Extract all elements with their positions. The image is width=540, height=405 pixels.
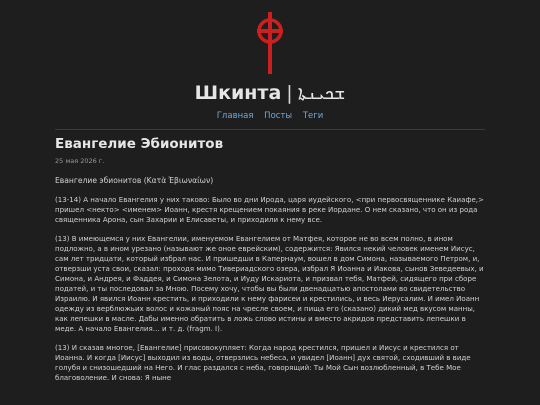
post-title: Евангелие Эбионитов [55, 136, 224, 152]
site-header [0, 0, 540, 130]
post-subtitle: Евангелие эбионитов (Κατὰ Ἐβιωναίων) [55, 175, 214, 185]
main-nav [0, 111, 540, 121]
post-content [55, 130, 485, 383]
site-title[interactable] [195, 84, 346, 103]
site-title-text: Шкинта [194, 82, 282, 104]
post-date: 25 мая 2026 г. [55, 156, 105, 165]
nav-link-posts[interactable]: Посты [264, 111, 293, 121]
nav-link-tags[interactable]: Теги [302, 111, 324, 121]
red-cross-emblem-icon[interactable] [248, 12, 292, 74]
post-paragraph: (13-14) А начало Евангелия у них таково: Было во дни Ирода, царя иудейского, <при первосвященнике Каиафе,> пришел <некто> <именем> Иоанн, крестя крещением покаяния в реке Иордане. О нем сказано, что он из рода священника Арона, сын Захарии и Елисаветы, и приходили к нему все. [55, 194, 484, 224]
nav-link-home[interactable]: Главная [216, 111, 254, 121]
post-paragraph: (13) В имеющемся у них Евангелии, именуемом Евангелием от Матфея, которое не во всем полно, в ином подложно, а в ином урезано (называют же оное еврейским), содержится: Явился некий человек именем Иисус, сам лет тридцати, который избрал нас. И пришедши в Капернаум, вошел в дом Симона, называемого Петром, и, отверзши уста свои, сказал: проходя мимо Тивериадского озера, избрал Я Иоанна и Иакова, сынов Зеведеевых, и Симона, и Андрея, и Фаддея, и Симона Зелота, и Иуду Искариота, и призвал тебя, Матфей, сидящего при сборе податей, и ты последовал за Мною. Посему хочу, чтобы вы были двенадцатью апостолами во свидетельство Израилю. И явился Иоанн крестить, и приходили к нему фарисеи и крестились, и весь Иерусалим. И имел Иоанн одежду из верблюжьих волос и кожаный пояс на чресле своем, и пища его (сказано) дикий мед вкусом манны, как лепешки в масле. Дабы именно обратить в ложь слово истины и вместо акридов представить лепешки в меде. А начало Евангелия… и т. д. (fragm. I). [55, 233, 484, 333]
site-title-syriac: ܫܟܝܢܬܐ [297, 82, 346, 104]
site-title-separator: | [286, 82, 293, 104]
post-paragraph: (13) И сказав многое, [Евангелие] присовокупляет: Когда народ крестился, пришел и Иисус и крестился от Иоанна. И когда [Иисус] выходил из воды, отверзлись небеса, и увидел [Иоанн] дух святой, сходивший в виде голубя и снизошедший на Него. И глас раздался с неба, говорящий: Ты Мой Сын возлюбленный, в Тебе Мое благоволение. И снова: Я ныне [55, 342, 471, 382]
